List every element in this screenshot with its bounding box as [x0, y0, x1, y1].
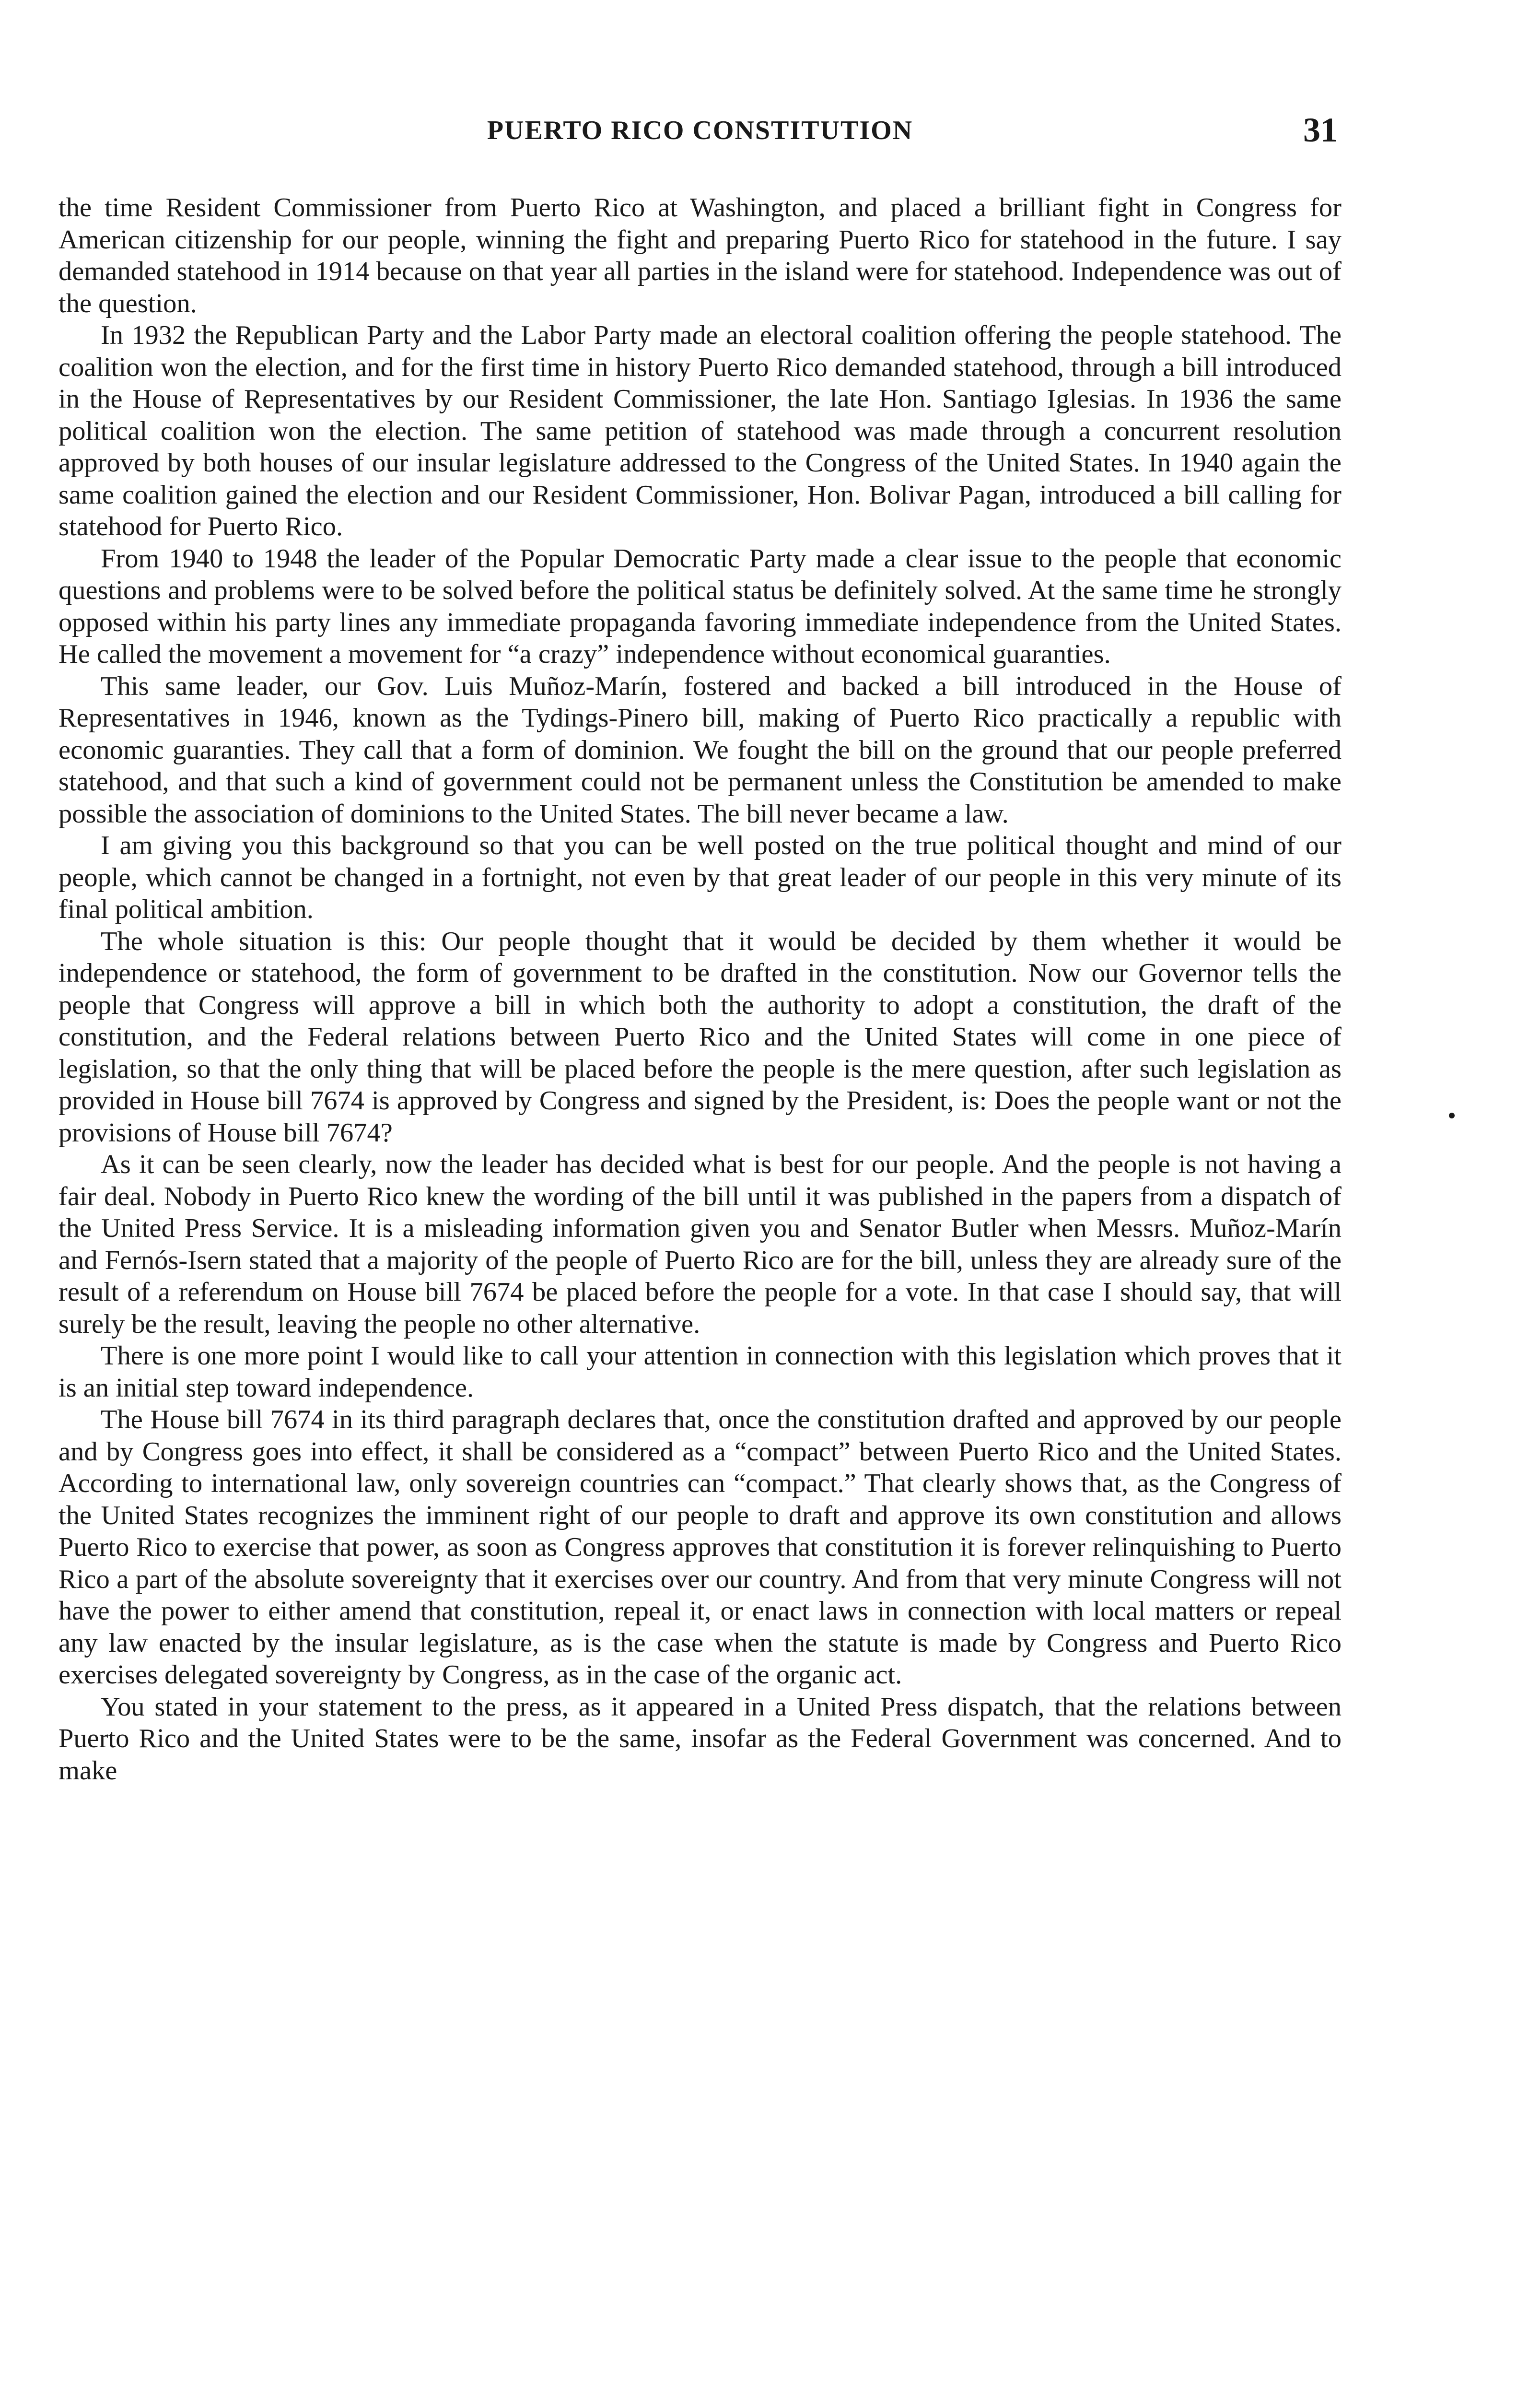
body-text — [58, 192, 1342, 1787]
paragraph-press-statement: You stated in your statement to the press, as it appeared in a United Press dispatch, that the relations between Puerto Rico and the United States were to be the same, insofar as the Federal Government was concerned. And to make — [58, 1692, 1342, 1786]
paragraph-fair-deal: As it can be seen clearly, now the leader has decided what is best for our people. And the people is not having a fair deal. Nobody in Puerto Rico knew the wording of the bill until it was published in the papers from a dispatch of the United Press Service. It is a misleading information given you and Senator Butler when Messrs. Muñoz-Marín and Fernós-Isern stated that a majority of the people of Puerto Rico are for the bill, unless they are already sure of the result of a referendum on House bill 7674 be placed before the people for a vote. In that case I should say, that will surely be the result, leaving the people no other alternative. — [58, 1150, 1342, 1339]
paragraph-compact: The House bill 7674 in its third paragraph declares that, once the constitution drafted and approved by our people and by Congress goes into effect, it shall be considered as a “compact” between Puerto Rico and the United States. According to international law, only sovereign countries can “compact.” That clearly shows that, as the Congress of the United States recognizes the imminent right of our people to draft and approve its own constitution and allows Puerto Rico to exercise that power, as soon as Congress approves that constitution it is forever relinquishing to Puerto Rico a part of the absolute sovereignty that it exercises over our country. And from that very minute Congress will not have the power to either amend that constitution, repeal it, or enact laws in connection with local matters or repeal any law enacted by the insular legislature, as is the case when the statute is made by Congress and Puerto Rico exercises delegated sovereignty by Congress, as in the case of the organic act. — [58, 1405, 1342, 1690]
paragraph-one-more-point: There is one more point I would like to call your attention in connection with this legislation which proves that it is an initial step toward independence. — [58, 1341, 1342, 1403]
paragraph-1932-coalition: In 1932 the Republican Party and the Labor Party made an electoral coalition offering the people statehood. The coalition won the election, and for the first time in history Puerto Rico demanded statehood, through a bill introduced in the House of Representatives by our Resident Commissioner, the late Hon. Santiago Iglesias. In 1936 the same political coalition won the election. The same petition of statehood was made through a concurrent resolution approved by both houses of our insular legislature addressed to the Congress of the United States. In 1940 again the same coalition gained the election and our Resident Commissioner, Hon. Bolivar Pagan, introduced a bill calling for statehood for Puerto Rico. — [58, 320, 1342, 541]
running-title: PUERTO RICO CONSTITUTION — [487, 116, 913, 145]
paragraph-tydings-pinero: This same leader, our Gov. Luis Muñoz-Marín, fostered and backed a bill introduced in the House of Representatives in 1946, known as the Tydings-Pinero bill, making of Puerto Rico practically a republic with economic guaranties. They call that a form of dominion. We fought the bill on the ground that our people preferred statehood, and that such a kind of government could not be permanent unless the Constitution be amended to make possible the association of dominions to the United States. The bill never became a law. — [58, 671, 1342, 829]
page-number: 31 — [1303, 111, 1338, 149]
margin-mark — [1449, 1113, 1455, 1118]
paragraph-continuation: the time Resident Commissioner from Puerto Rico at Washington, and placed a brilliant fight in Congress for American citizenship for our people, winning the fight and preparing Puerto Rico for statehood in the future. I say demanded statehood in 1914 because on that year all parties in the island were for statehood. Independence was out of the question. — [58, 193, 1342, 318]
paragraph-whole-situation: The whole situation is this: Our people thought that it would be decided by them whether it would be independence or statehood, the form of government to be drafted in the constitution. Now our Governor tells the people that Congress will approve a bill in which both the authority to adopt a constitution, the draft of the constitution, and the Federal relations between Puerto Rico and the United States will come in one piece of legislation, so that the only thing that will be placed before the people is the mere question, after such legislation as provided in House bill 7674 is approved by Congress and signed by the President, is: Does the people want or not the provisions of House bill 7674? — [58, 926, 1342, 1148]
paragraph-background: I am giving you this background so that you can be well posted on the true political thought and mind of our people, which cannot be changed in a fortnight, not even by that great leader of our people in this very minute of its final political ambition. — [58, 831, 1342, 924]
paragraph-1940-1948: From 1940 to 1948 the leader of the Popular Democratic Party made a clear issue to the people that economic questions and problems were to be solved before the political status be definitely solved. At the same time he strongly opposed within his party lines any immediate propaganda favoring immediate independence from the United States. He called the movement a movement for “a crazy” independence without economical guaranties. — [58, 543, 1342, 669]
page-header — [58, 110, 1342, 163]
